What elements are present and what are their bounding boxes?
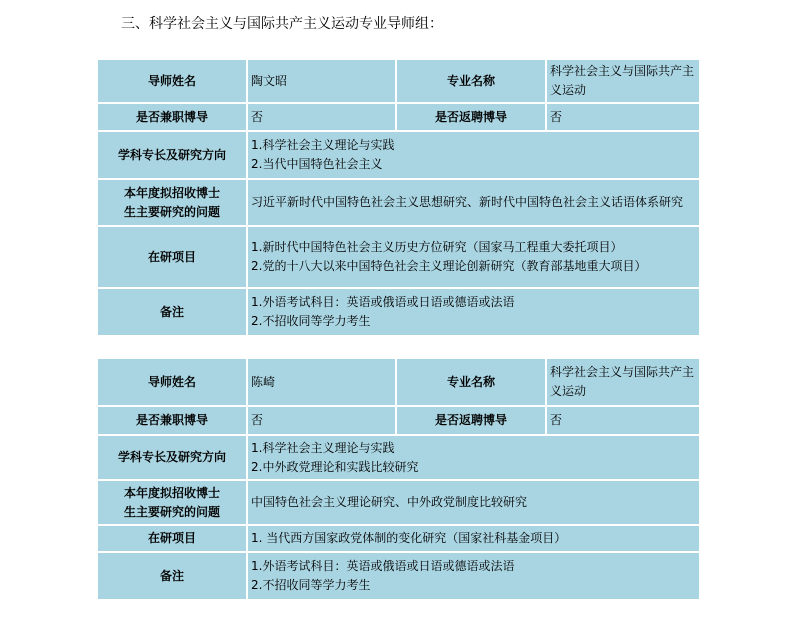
table-row — [97, 226, 700, 288]
expertise-item: 2.中外政党理论和实践比较研究 — [251, 459, 419, 474]
table-row — [97, 480, 700, 525]
project-item: 2.党的十八大以来中国特色社会主义理论创新研究（教育部基地重大项目） — [251, 259, 647, 273]
notes-value — [247, 552, 700, 600]
major-text: 科学社会主义与国际共产主义运动 — [550, 365, 695, 398]
advisor-table-2 — [96, 357, 701, 601]
table-row — [97, 288, 700, 336]
notes-label: 备注 — [97, 552, 247, 600]
notes-label: 备注 — [97, 288, 247, 336]
major-text: 科学社会主义与国际共产主义运动 — [550, 64, 695, 97]
parttime-value: 否 — [247, 406, 396, 435]
rehire-label: 是否返聘博导 — [396, 103, 546, 131]
thesis-label-line: 生主要研究的问题 — [123, 204, 220, 219]
table-row — [97, 552, 700, 600]
table-row — [97, 435, 700, 480]
expertise-item: 1.科学社会主义理论与实践 — [251, 440, 395, 455]
major-label: 专业名称 — [396, 59, 546, 103]
project-item: 1. 当代西方国家政党体制的变化研究（国家社科基金项目） — [251, 531, 567, 545]
thesis-label-line: 生主要研究的问题 — [123, 504, 220, 519]
note-item: 2.不招收同等学力考生 — [251, 578, 371, 592]
projects-label: 在研项目 — [97, 525, 247, 552]
expertise-item: 1.科学社会主义理论与实践 — [251, 138, 395, 152]
table-row — [97, 131, 700, 179]
note-item: 1.外语考试科目：英语或俄语或日语或德语或法语 — [251, 295, 515, 309]
note-item: 2.不招收同等学力考生 — [251, 314, 371, 328]
expertise-label: 学科专长及研究方向 — [97, 131, 247, 179]
table-row — [97, 525, 700, 552]
advisor-name-label: 导师姓名 — [97, 59, 247, 103]
advisor-name: 陈崎 — [247, 358, 396, 406]
parttime-value: 否 — [247, 103, 396, 131]
project-item: 1.新时代中国特色社会主义历史方位研究（国家马工程重大委托项目） — [251, 240, 623, 254]
thesis-label-line: 本年度拟招收博士 — [123, 185, 220, 200]
major-label: 专业名称 — [396, 358, 546, 406]
expertise-label: 学科专长及研究方向 — [97, 435, 247, 480]
thesis-value — [247, 480, 700, 525]
table-row — [97, 406, 700, 435]
thesis-text: 习近平新时代中国特色社会主义思想研究、新时代中国特色社会主义话语体系研究 — [251, 195, 684, 209]
thesis-label-line: 本年度拟招收博士 — [123, 485, 220, 500]
expertise-value — [247, 131, 700, 179]
advisor-table-1 — [96, 58, 701, 337]
rehire-label: 是否返聘博导 — [396, 406, 546, 435]
thesis-label — [97, 480, 247, 525]
rehire-value: 否 — [546, 103, 700, 131]
projects-value — [247, 226, 700, 288]
advisor-name-label: 导师姓名 — [97, 358, 247, 406]
table-row — [97, 103, 700, 131]
thesis-text: 中国特色社会主义理论研究、中外政党制度比较研究 — [251, 495, 528, 509]
parttime-label: 是否兼职博导 — [97, 406, 247, 435]
expertise-item: 2.当代中国特色社会主义 — [251, 157, 383, 171]
projects-value — [247, 525, 700, 552]
notes-value — [247, 288, 700, 336]
thesis-label — [97, 179, 247, 226]
rehire-value: 否 — [546, 406, 700, 435]
table-row — [97, 358, 700, 406]
projects-label: 在研项目 — [97, 226, 247, 288]
section-heading: 三、科学社会主义与国际共产主义运动专业导师组： — [121, 16, 443, 32]
major-value — [546, 358, 700, 406]
table-row — [97, 59, 700, 103]
table-row — [97, 179, 700, 226]
major-value — [546, 59, 700, 103]
thesis-value — [247, 179, 700, 226]
expertise-value — [247, 435, 700, 480]
advisor-name: 陶文昭 — [247, 59, 396, 103]
note-item: 1.外语考试科目：英语或俄语或日语或德语或法语 — [251, 559, 515, 573]
parttime-label: 是否兼职博导 — [97, 103, 247, 131]
